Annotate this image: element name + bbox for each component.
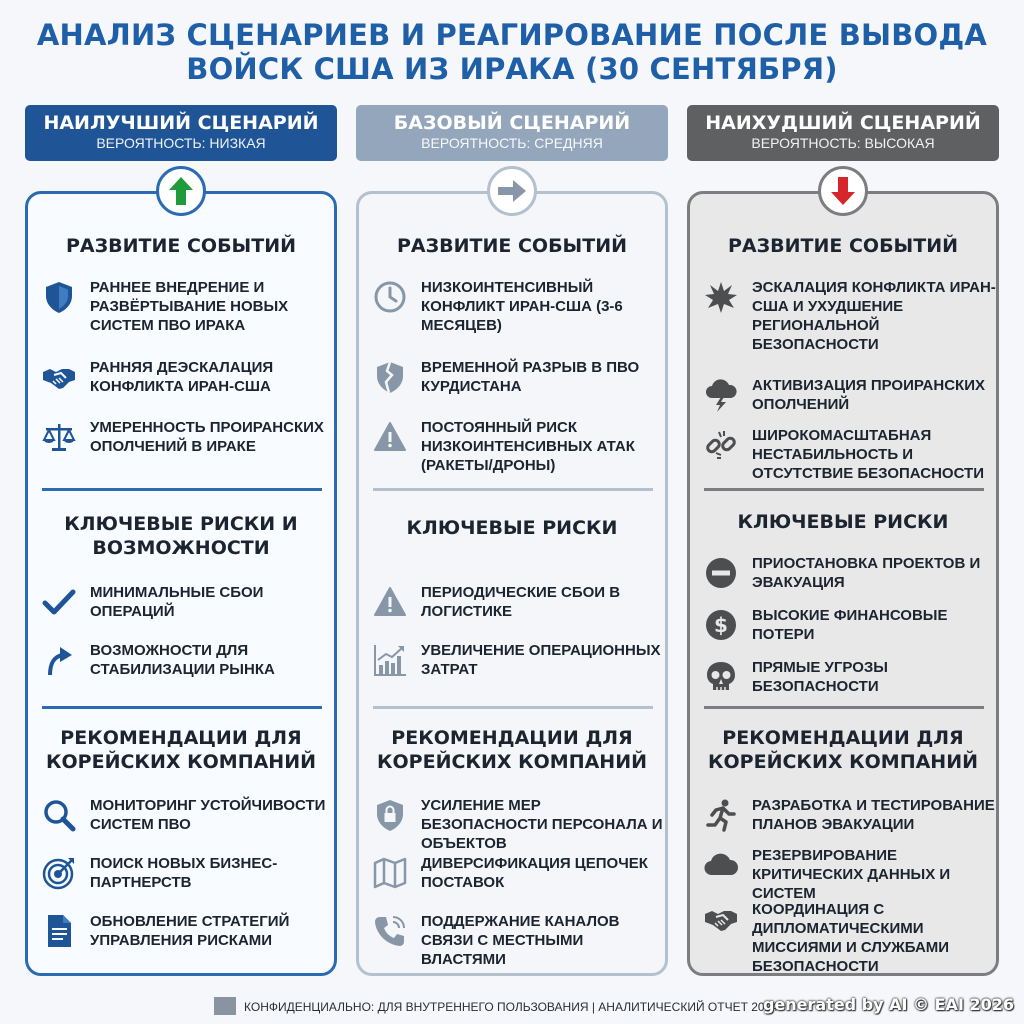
item-text: ДИВЕРСИФИКАЦИЯ ЦЕПОЧЕК ПОСТАВОК xyxy=(421,855,648,891)
scenario-panel xyxy=(356,191,668,976)
stop-icon xyxy=(704,556,738,590)
recs-title-line-2: КОРЕЙСКИХ КОМПАНИЙ xyxy=(45,751,317,773)
clock-icon xyxy=(373,280,407,314)
recommendation-item xyxy=(42,796,332,856)
recommendation-item xyxy=(704,900,994,975)
scenario-column-worst xyxy=(687,105,999,975)
recs-title-line-1: РЕКОМЕНДАЦИИ ДЛЯ xyxy=(722,727,964,749)
target-icon xyxy=(42,856,76,890)
watermark: generated by AI © EAI 2026 xyxy=(762,995,1014,1014)
recs-title-line-2: КОРЕЙСКИХ КОМПАНИЙ xyxy=(376,751,648,773)
item-text: РАЗРАБОТКА И ТЕСТИРОВАНИЕ ПЛАНОВ ЭВАКУАЦИИ xyxy=(752,797,995,833)
broken-shield-icon xyxy=(373,360,407,394)
recommendation-item xyxy=(373,796,663,856)
recs-title-line-1: РЕКОМЕНДАЦИИ ДЛЯ xyxy=(60,727,302,749)
recommendation-item xyxy=(42,912,332,972)
risk-item xyxy=(704,658,994,718)
item-text: ПОИСК НОВЫХ БИЗНЕС-ПАРТНЕРСТВ xyxy=(90,855,278,891)
item-text: РАННЯЯ ДЕЭСКАЛАЦИЯ КОНФЛИКТА ИРАН-США xyxy=(90,359,274,395)
development-item xyxy=(704,426,994,486)
cloud-icon xyxy=(704,848,738,882)
scenario-title: БАЗОВЫЙ СЦЕНАРИЙ xyxy=(393,112,631,134)
recommendation-item xyxy=(373,854,663,914)
risk-item xyxy=(42,641,332,701)
scenario-title: НАИХУДШИЙ СЦЕНАРИЙ xyxy=(705,112,981,134)
item-text: РАННЕЕ ВНЕДРЕНИЕ И РАЗВЁРТЫВАНИЕ НОВЫХ СИСТЕМ ПВО ИРАКА xyxy=(90,279,289,334)
scenario-column-best xyxy=(25,105,337,949)
scenario-badge xyxy=(156,166,206,216)
risks-title-line-1: КЛЮЧЕВЫЕ РИСКИ xyxy=(737,511,949,533)
risk-item xyxy=(373,583,663,643)
item-text: ПОСТОЯННЫЙ РИСК НИЗКОИНТЕНСИВНЫХ АТАК (РАКЕТЫ/ДРОНЫ) xyxy=(421,419,635,474)
item-text: КООРДИНАЦИЯ С ДИПЛОМАТИЧЕСКИМИ МИССИЯМИ И СЛУЖБАМИ БЕЗОПАСНОСТИ xyxy=(752,901,950,975)
development-item xyxy=(42,358,332,418)
scenario-header-worst xyxy=(687,105,999,161)
section-divider xyxy=(704,488,984,491)
item-text: МИНИМАЛЬНЫЕ СБОИ ОПЕРАЦИЙ xyxy=(90,584,264,620)
scenario-header-base xyxy=(356,105,668,161)
explosion-icon xyxy=(704,280,738,314)
item-text: ВЫСОКИЕ ФИНАНСОВЫЕ ПОТЕРИ xyxy=(752,607,948,643)
handshake-icon xyxy=(704,902,738,936)
storm-cloud-icon xyxy=(704,378,738,412)
item-text: МОНИТОРИНГ УСТОЙЧИВОСТИ СИСТЕМ ПВО xyxy=(90,797,326,833)
developments-title: РАЗВИТИЕ СОБЫТИЙ xyxy=(728,235,958,257)
recommendations-title xyxy=(28,726,334,774)
recommendations-title xyxy=(690,726,996,774)
risk-item xyxy=(42,583,332,643)
risk-item xyxy=(704,606,994,666)
item-text: ПЕРИОДИЧЕСКИЕ СБОИ В ЛОГИСТИКЕ xyxy=(421,584,621,620)
item-text: ВРЕМЕННОЙ РАЗРЫВ В ПВО КУРДИСТАНА xyxy=(421,359,640,395)
map-icon xyxy=(373,856,407,890)
checkmark-icon xyxy=(42,585,76,619)
item-text: АКТИВИЗАЦИЯ ПРОИРАНСКИХ ОПОЛЧЕНИЙ xyxy=(752,377,985,413)
scenario-title: НАИЛУЧШИЙ СЦЕНАРИЙ xyxy=(43,112,319,134)
dollar-icon xyxy=(704,608,738,642)
risk-item xyxy=(373,641,663,701)
bar-chart-up-icon xyxy=(373,643,407,677)
scales-icon xyxy=(42,420,76,454)
risk-item xyxy=(704,554,994,614)
risks-title xyxy=(359,516,665,540)
development-item xyxy=(373,358,663,418)
development-item xyxy=(373,418,663,478)
page-title-line-2: ВОЙСК США ИЗ ИРАКА (30 СЕНТЯБРЯ) xyxy=(186,52,838,86)
item-text: УМЕРЕННОСТЬ ПРОИРАНСКИХ ОПОЛЧЕНИЙ В ИРАКЕ xyxy=(90,419,324,455)
risks-title-line-1: КЛЮЧЕВЫЕ РИСКИ xyxy=(406,517,618,539)
recommendations-title xyxy=(359,726,665,774)
warning-icon xyxy=(373,420,407,454)
scenario-probability: ВЕРОЯТНОСТЬ: СРЕДНЯЯ xyxy=(421,135,603,151)
page-title xyxy=(0,18,1024,86)
skull-icon xyxy=(704,660,738,694)
recommendation-item xyxy=(704,846,994,906)
scenario-panel xyxy=(687,191,999,976)
shield-icon xyxy=(42,280,76,314)
footer-text: КОНФИДЕНЦИАЛЬНО: ДЛЯ ВНУТРЕННЕГО ПОЛЬЗОВАНИЯ | АНАЛИТИЧЕСКИЙ ОТЧЕТ 2024 xyxy=(244,1000,778,1014)
scenario-badge xyxy=(487,166,537,216)
item-text: РЕЗЕРВИРОВАНИЕ КРИТИЧЕСКИХ ДАННЫХ И СИСТЕМ xyxy=(752,847,951,902)
arrow-up-icon xyxy=(168,176,194,206)
recommendation-item xyxy=(373,912,663,972)
item-text: ВОЗМОЖНОСТИ ДЛЯ СТАБИЛИЗАЦИИ РЫНКА xyxy=(90,642,275,678)
scenario-header-best xyxy=(25,105,337,161)
footer xyxy=(214,996,1014,1018)
scenario-column-base xyxy=(356,105,668,968)
development-item xyxy=(704,278,996,353)
page-title-line-1: АНАЛИЗ СЦЕНАРИЕВ И РЕАГИРОВАНИЕ ПОСЛЕ ВЫВОДА xyxy=(36,18,988,52)
arrow-down-icon xyxy=(830,176,856,206)
item-text: УВЕЛИЧЕНИЕ ОПЕРАЦИОННЫХ ЗАТРАТ xyxy=(421,642,661,678)
risks-title xyxy=(28,512,334,560)
section-divider xyxy=(42,706,322,709)
risks-title xyxy=(690,510,996,534)
phone-icon xyxy=(373,914,407,948)
item-text: ПРЯМЫЕ УГРОЗЫ БЕЗОПАСНОСТИ xyxy=(752,659,888,695)
curved-arrow-up-icon xyxy=(42,643,76,677)
item-text: ПОДДЕРЖАНИЕ КАНАЛОВ СВЯЗИ С МЕСТНЫМИ ВЛАСТЯМИ xyxy=(421,913,620,968)
risks-title-line-2: ВОЗМОЖНОСТИ xyxy=(92,537,270,559)
item-text: УСИЛЕНИЕ МЕР БЕЗОПАСНОСТИ ПЕРСОНАЛА И ОБЪЕКТОВ xyxy=(421,797,663,852)
scenario-probability: ВЕРОЯТНОСТЬ: ВЫСОКАЯ xyxy=(751,135,935,151)
item-text: ПРИОСТАНОВКА ПРОЕКТОВ И ЭВАКУАЦИЯ xyxy=(752,555,981,591)
item-text: ШИРОКОМАСШТАБНАЯ НЕСТАБИЛЬНОСТЬ И ОТСУТСТВИЕ БЕЗОПАСНОСТИ xyxy=(752,427,984,482)
item-text: ЭСКАЛАЦИЯ КОНФЛИКТА ИРАН-США И УХУДШЕНИЕ РЕГИОНАЛЬНОЙ БЕЗОПАСНОСТИ xyxy=(752,279,996,353)
developments-title: РАЗВИТИЕ СОБЫТИЙ xyxy=(66,235,296,257)
lock-shield-icon xyxy=(373,798,407,832)
risks-title-line-1: КЛЮЧЕВЫЕ РИСКИ И xyxy=(64,513,298,535)
item-text: НИЗКОИНТЕНСИВНЫЙ КОНФЛИКТ ИРАН-США (3-6 МЕСЯЦЕВ) xyxy=(421,279,623,334)
recs-title-line-2: КОРЕЙСКИХ КОМПАНИЙ xyxy=(707,751,979,773)
document-icon xyxy=(42,914,76,948)
svg-text:$: $ xyxy=(714,613,728,637)
section-divider xyxy=(373,488,653,491)
developments-title: РАЗВИТИЕ СОБЫТИЙ xyxy=(397,235,627,257)
section-divider xyxy=(42,488,322,491)
warning-icon xyxy=(373,585,407,619)
handshake-icon xyxy=(42,360,76,394)
broken-chain-icon xyxy=(704,428,738,462)
magnifier-icon xyxy=(42,798,76,832)
running-person-icon xyxy=(704,798,738,832)
development-item xyxy=(42,418,332,478)
arrow-right-icon xyxy=(497,179,527,203)
recommendation-item xyxy=(42,854,332,914)
recs-title-line-1: РЕКОМЕНДАЦИИ ДЛЯ xyxy=(391,727,633,749)
section-divider xyxy=(373,706,653,709)
development-item xyxy=(373,278,663,338)
scenario-panel xyxy=(25,191,337,976)
development-item xyxy=(42,278,332,338)
scenario-probability: ВЕРОЯТНОСТЬ: НИЗКАЯ xyxy=(96,135,266,151)
section-divider xyxy=(704,706,984,709)
company-logo xyxy=(214,997,236,1015)
scenario-badge xyxy=(818,166,868,216)
item-text: ОБНОВЛЕНИЕ СТРАТЕГИЙ УПРАВЛЕНИЯ РИСКАМИ xyxy=(90,913,290,949)
